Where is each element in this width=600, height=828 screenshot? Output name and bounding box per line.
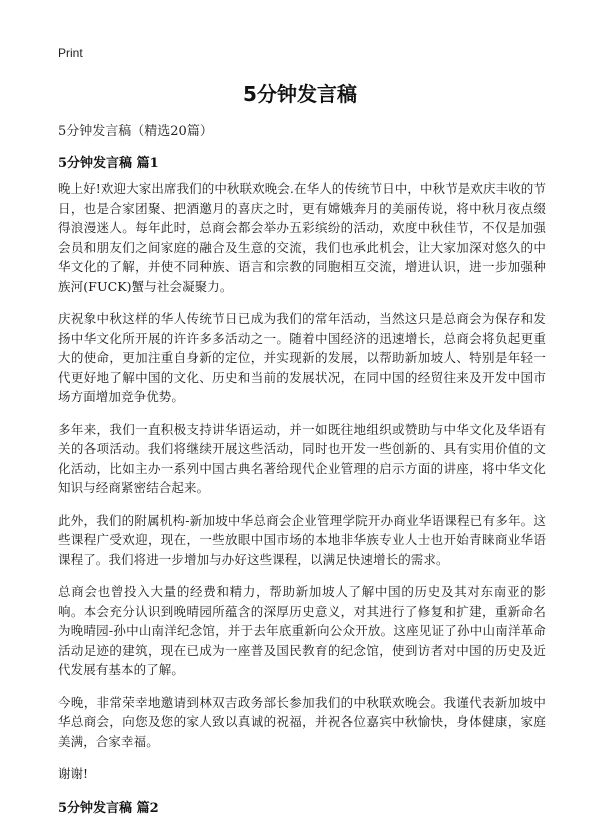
closing-line: 谢谢! [58,766,89,781]
paragraph-3: 多年来，我们一直积极支持讲华语运动，并一如既往地组织或赞助与中华文化及华语有关的各项活动。我们将继续开展这些活动，同时也开发一些创新的、具有实用价值的文化活动，比如主办一系列中国古典名著给现代企业管理的启示方面的讲座，将中华文化知识与经商紧密结合起来。 [58,421,546,495]
document-subtitle: 5分钟发言稿（精选20篇） [58,124,213,139]
section-heading-1: 5分钟发言稿 篇1 [58,156,159,171]
paragraph-2: 庆祝象中秋这样的华人传统节日已成为我们的常年活动，当然这只是总商会为保存和发扬中华文化所开展的许许多多活动之一。随着中国经济的迅速增长，总商会将负起更重大的使命，更加注重自身新的定位，并实现新的发展，以帮助新加坡人、特别是年轻一代更好地了解中国的文化、历史和当前的发展状况，在同中国的经贸往来及开发中国市场方面增加竞争优势。 [58,311,546,404]
paragraph-4: 此外，我们的附属机构-新加坡中华总商会企业管理学院开办商业华语课程已有多年。这些课程广受欢迎，现在，一些放眼中国市场的本地非华族专业人士也开始青睐商业华语课程了。我们将进一步增加与办好这些课程，以满足快速增长的需求。 [58,512,546,567]
paragraph-6: 今晚，非常荣幸地邀请到林双吉政务部长参加我们的中秋联欢晚会。我谨代表新加坡中华总商会，向您及您的家人致以真诚的祝福，并祝各位嘉宾中秋愉快，身体健康，家庭美满，合家幸福。 [58,694,546,749]
document-title: 5分钟发言稿 [243,82,357,106]
print-label: Print [58,46,83,60]
paragraph-5: 总商会也曾投入大量的经费和精力，帮助新加坡人了解中国的历史及其对东南亚的影响。本会充分认识到晚晴园所蕴含的深厚历史意义，对其进行了修复和扩建，重新命名为晚晴园-孙中山南洋纪念馆，并于去年底重新向公众开放。这座见证了孙中山南洋革命活动足迹的建筑，现在已成为一座普及国民教育的纪念馆，使到访者对中国的历史及近代发展有基本的了解。 [58,584,546,677]
document-body [58,179,546,784]
paragraph-1: 晚上好!欢迎大家出席我们的中秋联欢晚会.在华人的传统节日中，中秋节是欢庆丰收的节日，也是合家团聚、把酒邀月的喜庆之时，更有嫦娥奔月的美丽传说，将中秋月夜点缀得浪漫迷人。每年此时，总商会都会举办五彩缤纷的活动，欢度中秋佳节，不仅是加强会员和朋友们之间家庭的融合及生意的交流，我们也承此机会，让大家加深对悠久的中华文化的了解，并使不同种族、语言和宗教的同胞相互交流，增进认识，进一步加强种族河(FUCK)蟹与社会凝聚力。 [58,181,546,294]
section-heading-2: 5分钟发言稿 篇2 [58,801,159,816]
